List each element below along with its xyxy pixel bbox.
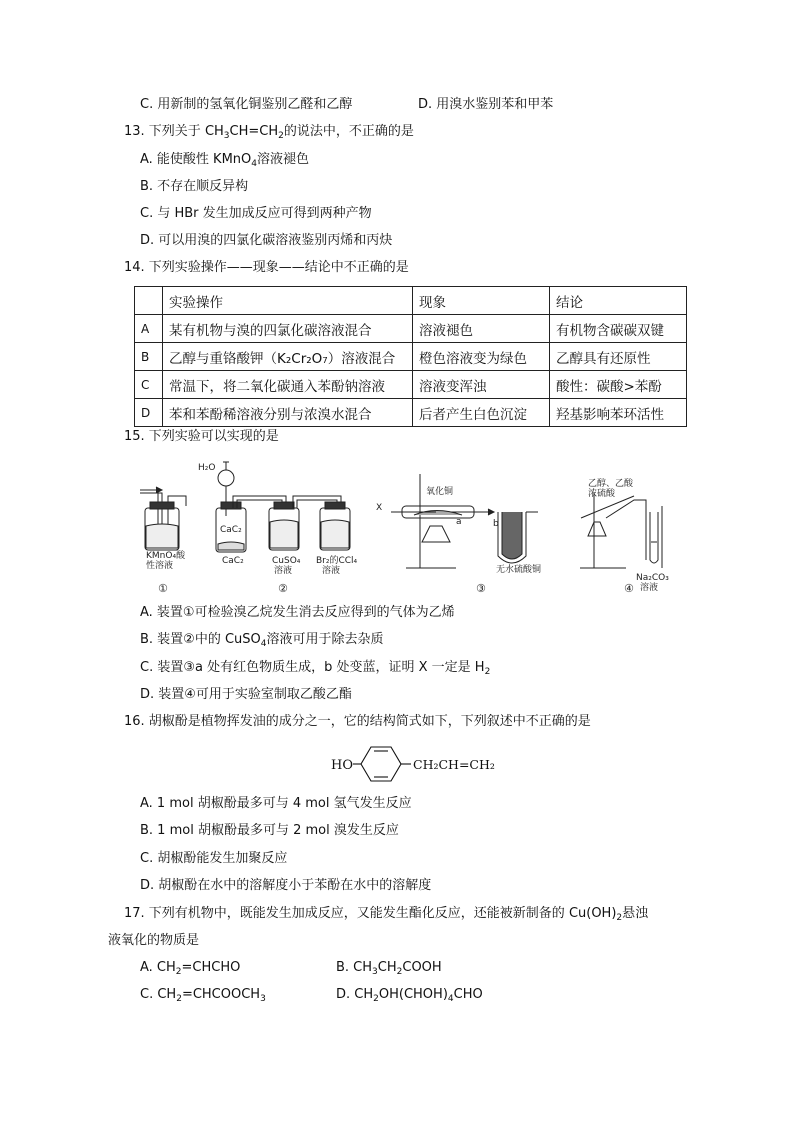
table-cell: A [135,315,163,343]
table-cell: 羟基影响苯环活性 [550,399,687,427]
apparatus-figure [136,456,676,598]
table-cell: 乙醇与重铬酸钾（K₂Cr₂O₇）溶液混合 [163,343,413,371]
table-cell: 溶液褪色 [413,315,550,343]
anhydrous-cuso4-label: 无水硫酸铜 [496,565,542,575]
q13-option-a: A. 能使酸性 KMnO$_4$溶液褪色 [140,152,310,169]
table-row [135,315,687,343]
na2co3-label-2: 溶液 [640,583,659,593]
q13-option-d: D. 可以用溴的四氯化碳溶液鉴别丙烯和丙炔 [140,233,393,248]
table-row [135,399,687,427]
table-cell: 酸性：碳酸>苯酚 [550,371,687,399]
q15-option-a: A. 装置①可检验溴乙烷发生消去反应得到的气体为乙烯 [140,605,455,620]
table-row [135,343,687,371]
formula-allyl: CH₂CH=CH₂ [413,757,495,772]
q12-option-d: D. 用溴水鉴别苯和甲苯 [418,97,554,112]
q17-option-b: B. $CH_3CH_2COOH$ [336,960,442,977]
kmno4-label: KMnO₄酸 [146,551,186,561]
table-cell: 某有机物与溴的四氯化碳溶液混合 [163,315,413,343]
kmno4-label-2: 性溶液 [146,561,174,571]
apparatus-1 [140,487,186,550]
table-row [135,371,687,399]
apparatus-3-number: ③ [476,582,486,595]
q16-option-b: B. 1 mol 胡椒酚最多可与 2 mol 溴发生反应 [140,823,399,838]
apparatus-4 [580,492,662,568]
a-label: a [456,517,462,527]
q13-option-b: B. 不存在顺反异构 [140,179,249,194]
q16-option-d: D. 胡椒酚在水中的溶解度小于苯酚在水中的溶解度 [140,878,432,893]
reagents-label-2: 浓硫酸 [588,489,616,499]
formula-ho: HO [331,758,353,773]
q16-stem: 16. 胡椒酚是植物挥发油的成分之一，它的结构简式如下，下列叙述中不正确的是 [124,714,591,729]
apparatus-3 [391,474,538,568]
reagents-label: 乙醇、乙酸 [588,479,634,489]
q16-option-c: C. 胡椒酚能发生加聚反应 [140,851,288,866]
chavicol-structure [331,742,511,788]
q17-option-c: C. $CH_2=CHCOOCH_3$ [140,987,266,1004]
table-header-cell: 实验操作 [163,287,413,315]
q13-stem: 13. 下列关于 $CH_3CH=CH_2$的说法中，不正确的是 [124,124,414,141]
apparatus-4-number: ④ [624,582,634,595]
cac2-label: CaC₂ [222,556,244,566]
q17-stem-line2: 液氧化的物质是 [108,933,200,948]
na2co3-label: Na₂CO₃ [636,573,669,583]
table-cell: 常温下，将二氧化碳通入苯酚钠溶液 [163,371,413,399]
experiment-table [134,286,687,427]
table-cell: 苯和苯酚稀溶液分别与浓溴水混合 [163,399,413,427]
q12-option-c: C. 用新制的氢氧化铜鉴别乙醛和乙醇 [140,97,353,112]
table-cell: 溶液变浑浊 [413,371,550,399]
table-cell: 橙色溶液变为绿色 [413,343,550,371]
q15-option-b: B. 装置②中的 CuSO$_4$溶液可用于除去杂质 [140,632,384,649]
q17-option-d: D. $CH_2OH(CHOH)_4CHO$ [336,987,483,1004]
apparatus-2 [216,462,350,552]
table-header-cell [135,287,163,315]
table-header-cell: 现象 [413,287,550,315]
table-cell: 乙醇具有还原性 [550,343,687,371]
cac2-inner-label: CaC₂ [220,525,242,535]
br2-label-2: 溶液 [322,566,341,576]
b-label: b [493,519,499,529]
water-label: H₂O [198,463,216,473]
q15-stem: 15. 下列实验可以实现的是 [124,429,279,444]
apparatus-1-number: ① [158,582,168,595]
q17-option-a: A. $CH_2=CHCHO$ [140,960,241,977]
q16-option-a: A. 1 mol 胡椒酚最多可与 4 mol 氢气发生反应 [140,796,412,811]
table-cell: C [135,371,163,399]
table-cell: 有机物含碳碳双键 [550,315,687,343]
q14-stem: 14. 下列实验操作——现象——结论中不正确的是 [124,260,409,275]
cuo-label: 氧化铜 [426,487,454,497]
cuso4-label-2: 溶液 [274,566,293,576]
br2-label: Br₂的CCl₄ [316,556,358,566]
table-cell: 后者产生白色沉淀 [413,399,550,427]
x-label: X [376,503,383,513]
q15-option-d: D. 装置④可用于实验室制取乙酸乙酯 [140,687,352,702]
q17-stem: 17. 下列有机物中，既能发生加成反应，又能发生酯化反应，还能被新制备的 $Cu(OH)_2$悬浊 [124,906,649,923]
table-cell: B [135,343,163,371]
apparatus-2-number: ② [278,582,288,595]
q13-option-c: C. 与 HBr 发生加成反应可得到两种产物 [140,206,372,221]
q15-option-c: C. 装置③a 处有红色物质生成，b 处变蓝，证明 X 一定是 $H_2$ [140,660,491,677]
cuso4-label: CuSO₄ [272,556,301,566]
table-cell: D [135,399,163,427]
table-header-row [135,287,687,315]
table-header-cell: 结论 [550,287,687,315]
